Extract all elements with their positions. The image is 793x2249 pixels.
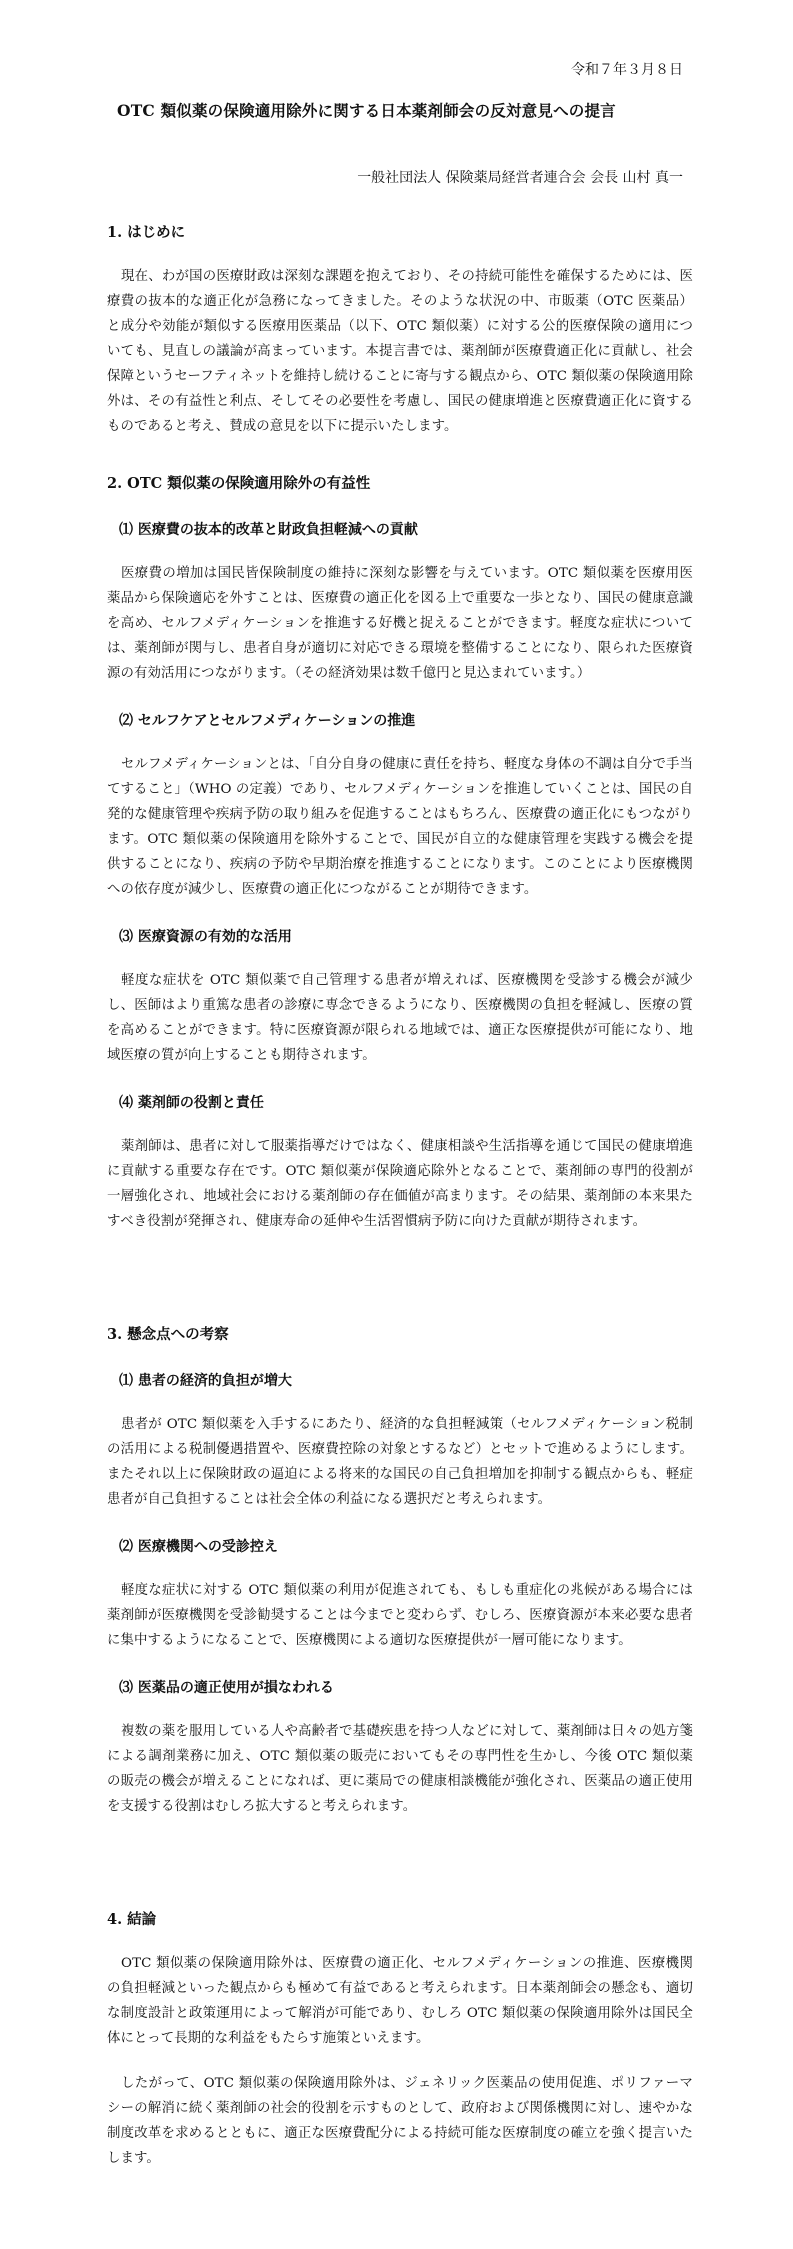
intro-paragraph: 現在、わが国の医療財政は深刻な課題を抱えており、その持続可能性を確保するためには、医療費の抜本的な適正化が急務になってきました。そのような状況の中、市販薬（OTC 医薬品）と成分や効能が類似する医療用医薬品（以下、OTC 類似薬）に対する公的医療保険の適用についても、見直しの議論が高まっています。本提言書では、薬剤師が医療費適正化に貢献し、社会保障というセーフティネットを維持し続けることに寄与する観点から、OTC 類似薬の保険適用除外は、その有益性と利点、そしてその必要性を考慮し、国民の健康増進と医療費適正化に資するものであると考え、賛成の意見を以下に提示いたします。 xyxy=(107,269,693,434)
section-spacer xyxy=(107,1234,693,1290)
subheading-proper-use: ⑶ 医薬品の適正使用が損なわれる xyxy=(119,1680,334,1696)
document-date: 令和７年３月８日 xyxy=(571,62,683,78)
subheading-self-medication: ⑵ セルフケアとセルフメディケーションの推進 xyxy=(119,713,416,729)
document-author: 一般社団法人 保険薬局経営者連合会 会長 山村 真一 xyxy=(357,170,683,186)
section-heading-intro: 1. はじめに xyxy=(107,224,186,241)
subheading-cost-reform: ⑴ 医療費の抜本的改革と財政負担軽減への貢献 xyxy=(119,522,418,538)
section-heading-concerns: 3. 懸念点への考察 xyxy=(107,1326,229,1343)
paragraph-economic-burden: 患者が OTC 類似薬を入手するにあたり、経済的な負担軽減策（セルフメディケーション税制の活用による税制優遇措置や、医療費控除の対象とするなど）とセットで進めるようにします。またそれ以上に保険財政の逼迫による将来的な国民の自己負担増加を抑制する観点からも、軽症患者が自己負担することは社会全体の利益になる選択だと考えられます。 xyxy=(107,1417,693,1507)
paragraph-pharmacist-role: 薬剤師は、患者に対して服薬指導だけではなく、健康相談や生活指導を通じて国民の健康増進に貢献する重要な存在です。OTC 類似薬が保険適応除外となることで、薬剤師の専門的役割が一層強化され、地域社会における薬剤師の存在価値が高まります。その結果、薬剤師の本来果たすべき役割が発揮され、健康寿命の延伸や生活習慣病予防に向けた貢献が期待されます。 xyxy=(107,1139,693,1229)
paragraph-consultation-avoidance: 軽度な症状に対する OTC 類似薬の利用が促進されても、もしも重症化の兆候がある場合には薬剤師が医療機関を受診勧奨することは今までと変わらず、むしろ、医療資源が本来必要な患者に集中するようになることで、医療機関による適切な医療提供が一層可能になります。 xyxy=(107,1583,693,1648)
document-title: OTC 類似薬の保険適用除外に関する日本薬剤師会の反対意見への提言 xyxy=(117,101,616,120)
conclusion-paragraph-1: OTC 類似薬の保険適用除外は、医療費の適正化、セルフメディケーションの推進、医療機関の負担軽減といった観点からも極めて有益であると考えられます。日本薬剤師会の懸念も、適切な制度設計と政策運用によって解消が可能であり、むしろ OTC 類似薬の保険適用除外は国民全体にとって長期的な利益をもたらす施策といえます。 xyxy=(107,1956,693,2046)
conclusion-paragraph-2: したがって、OTC 類似薬の保険適用除外は、ジェネリック医薬品の使用促進、ポリファーマシーの解消に続く薬剤師の社会的役割を示すものとして、政府および関係機関に対し、速やかな制度改革を求めるとともに、適正な医療費配分による持続可能な医療制度の確立を強く提言いたします。 xyxy=(107,2076,693,2166)
subheading-medical-resources: ⑶ 医療資源の有効的な活用 xyxy=(119,929,292,945)
section-heading-benefits: 2. OTC 類似薬の保険適用除外の有益性 xyxy=(107,475,371,492)
paragraph-medical-resources: 軽度な症状を OTC 類似薬で自己管理する患者が増えれば、医療機関を受診する機会が減少し、医師はより重篤な患者の診療に専念できるようになり、医療機関の負担を軽減し、医療の質を高めることができます。特に医療資源が限られる地域では、適正な医療提供が可能になり、地域医療の質が向上することも期待されます。 xyxy=(107,973,693,1063)
section-spacer xyxy=(107,1819,693,1875)
section-heading-conclusion: 4. 結論 xyxy=(107,1911,157,1928)
subheading-economic-burden: ⑴ 患者の経済的負担が増大 xyxy=(119,1373,292,1389)
paragraph-self-medication: セルフメディケーションとは、「自分自身の健康に責任を持ち、軽度な身体の不調は自分で手当てすること」（WHO の定義）であり、セルフメディケーションを推進していくことは、国民の自発的な健康管理や疾病予防の取り組みを促進することはもちろん、医療費の適正化にもつながります。OTC 類似薬の保険適用を除外することで、国民が自立的な健康管理を実践する機会を提供することになり、疾病の予防や早期治療を推進することになります。このことにより医療機関への依存度が減少し、医療費の適正化につながることが期待できます。 xyxy=(107,757,693,897)
subheading-consultation-avoidance: ⑵ 医療機関への受診控え xyxy=(119,1539,278,1555)
paragraph-cost-reform: 医療費の増加は国民皆保険制度の維持に深刻な影響を与えています。OTC 類似薬を医療用医薬品から保険適応を外すことは、医療費の適正化を図る上で重要な一歩となり、国民の健康意識を高め、セルフメディケーションを推進する好機と捉えることができます。軽度な症状については、薬剤師が関与し、患者自身が適切に対応できる環境を整備することになり、限られた医療資源の有効活用につながります。（その経済効果は数千億円と見込まれています。） xyxy=(107,566,693,681)
subheading-pharmacist-role: ⑷ 薬剤師の役割と責任 xyxy=(119,1095,264,1111)
paragraph-proper-use: 複数の薬を服用している人や高齢者で基礎疾患を持つ人などに対して、薬剤師は日々の処方箋による調剤業務に加え、OTC 類似薬の販売においてもその専門性を生かし、今後 OTC 類似薬の販売の機会が増えることになれば、更に薬局での健康相談機能が強化され、医薬品の適正使用を支援する役割はむしろ拡大すると考えられます。 xyxy=(107,1724,693,1814)
